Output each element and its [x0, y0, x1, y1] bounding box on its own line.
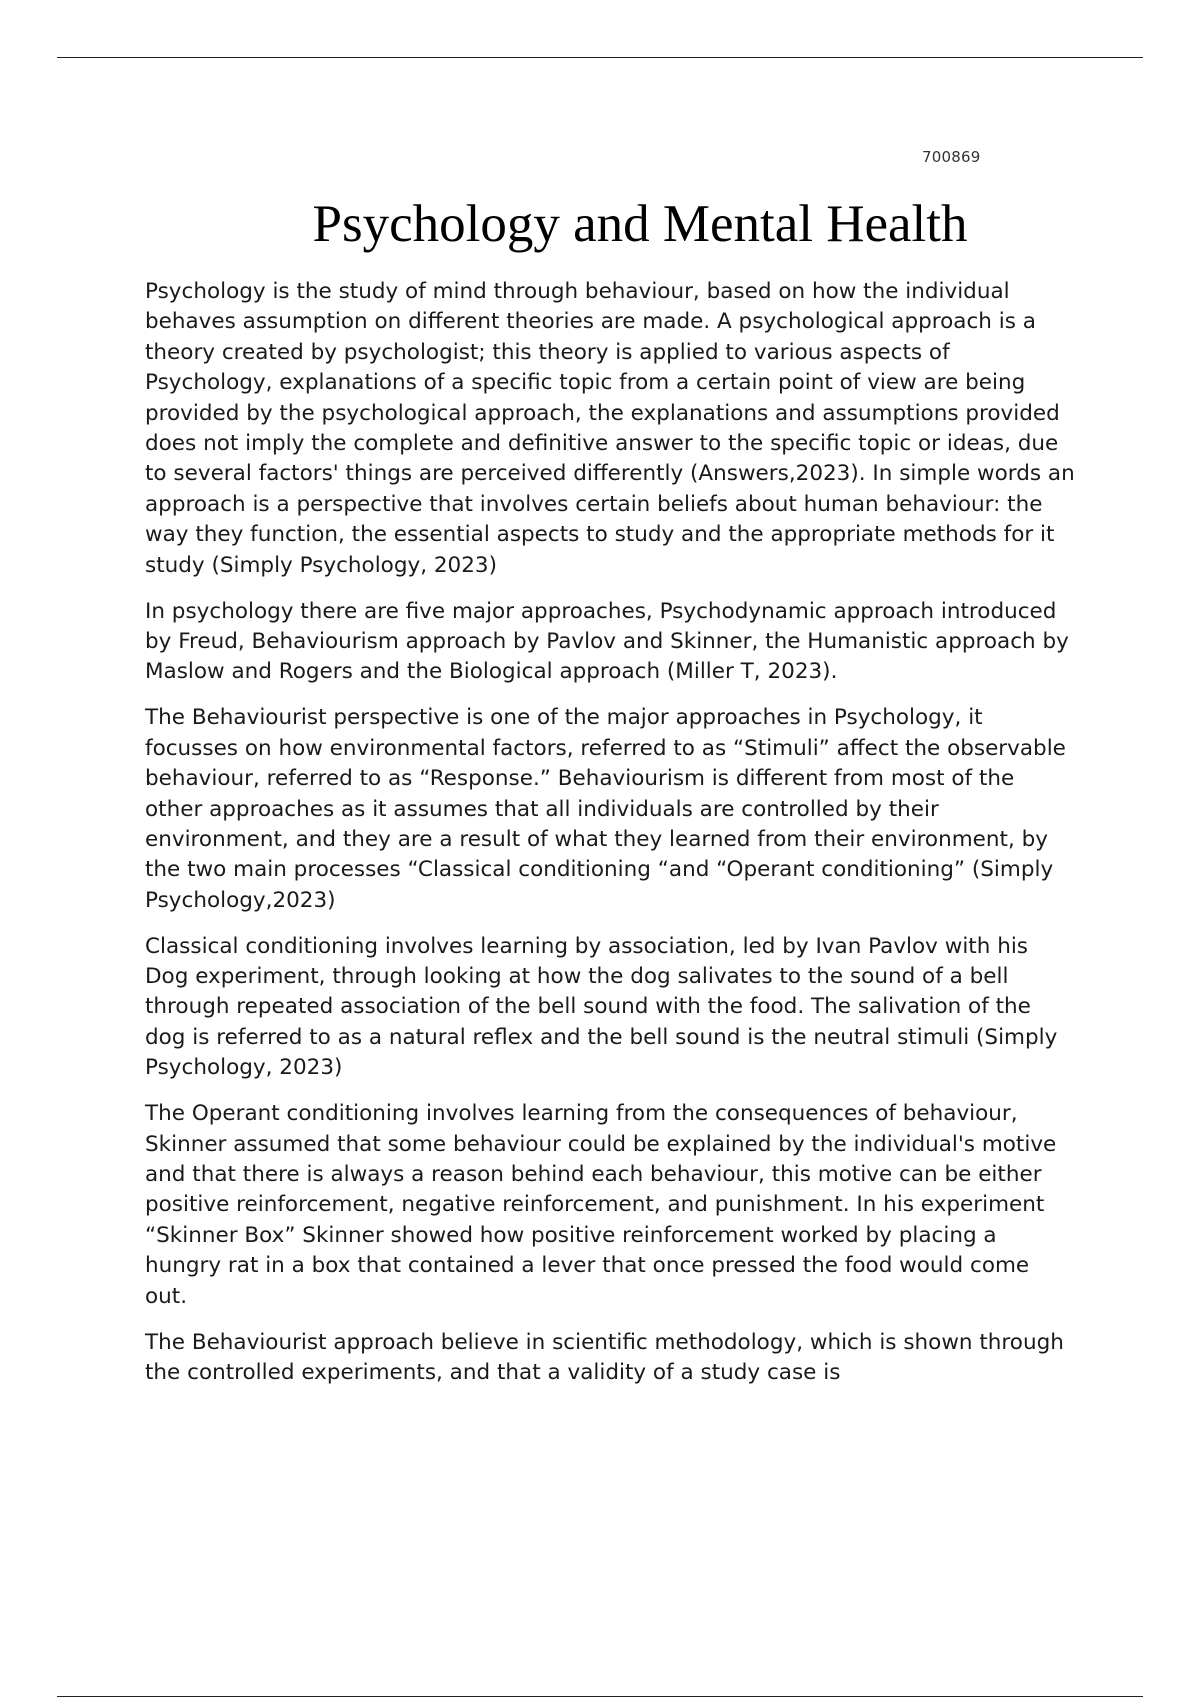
paragraph-operant-conditioning: The Operant conditioning involves learning from the consequences of behaviour, Skinner assumed that some behaviour could be explained by the individual's motive and that there is always a reason behind each behaviour, this motive can be either positive reinforcement, negative reinforcement, and punishment. In his experiment “Skinner Box” Skinner showed how positive reinforcement worked by placing a hungry rat in a box that contained a lever that once pressed the food would come out.	[145, 1101, 1057, 1309]
bottom-rule	[57, 1696, 1143, 1697]
paragraph-approaches: In psychology there are five major approaches, Psychodynamic approach introduced by Freud, Behaviourism approach by Pavlov and Skinner, the Humanistic approach by Maslow and Rogers and the Biological approach (Miller T, 2023).	[145, 598, 1069, 685]
paragraph-scientific-methodology: The Behaviourist approach believe in scientific methodology, which is shown through the controlled experiments, and that a validity of a study case is	[145, 1329, 1064, 1385]
paragraph-classical-conditioning: Classical conditioning involves learning by association, led by Ivan Pavlov with his Dog experiment, through looking at how the dog salivates to the sound of a bell through repeated association of the bell sound with the food. The salivation of the dog is referred to as a natural reflex and the bell sound is the neutral stimuli (Simply Psychology, 2023)	[145, 933, 1058, 1081]
paragraph-intro: Psychology is the study of mind through behaviour, based on how the individual behaves assumption on different theories are made. A psychological approach is a theory created by psychologist; this theory is applied to various aspects of Psychology, explanations of a specific topic from a certain point of view are being provided by the psychological approach, the explanations and assumptions provided does not imply the complete and definitive answer to the specific topic or ideas, due to several factors' things are perceived differently (Answers,2023). In simple words an approach is a perspective that involves certain beliefs about human behaviour: the way they function, the essential aspects to study and the appropriate methods for it study (Simply Psychology, 2023)	[145, 279, 1075, 578]
document-title: Psychology and Mental Health	[312, 195, 968, 253]
document-id: 700869	[922, 148, 981, 166]
paragraph-behaviourist: The Behaviourist perspective is one of the major approaches in Psychology, it focusses on how environmental factors, referred to as “Stimuli” affect the observable behaviour, referred to as “Response.” Behaviourism is different from most of the other approaches as it assumes that all individuals are controlled by their environment, and they are a result of what they learned from their environment, by the two main processes “Classical conditioning “and “Operant conditioning” (Simply Psychology,2023)	[145, 705, 1066, 913]
top-rule	[57, 57, 1143, 58]
document-body	[145, 277, 1075, 1404]
